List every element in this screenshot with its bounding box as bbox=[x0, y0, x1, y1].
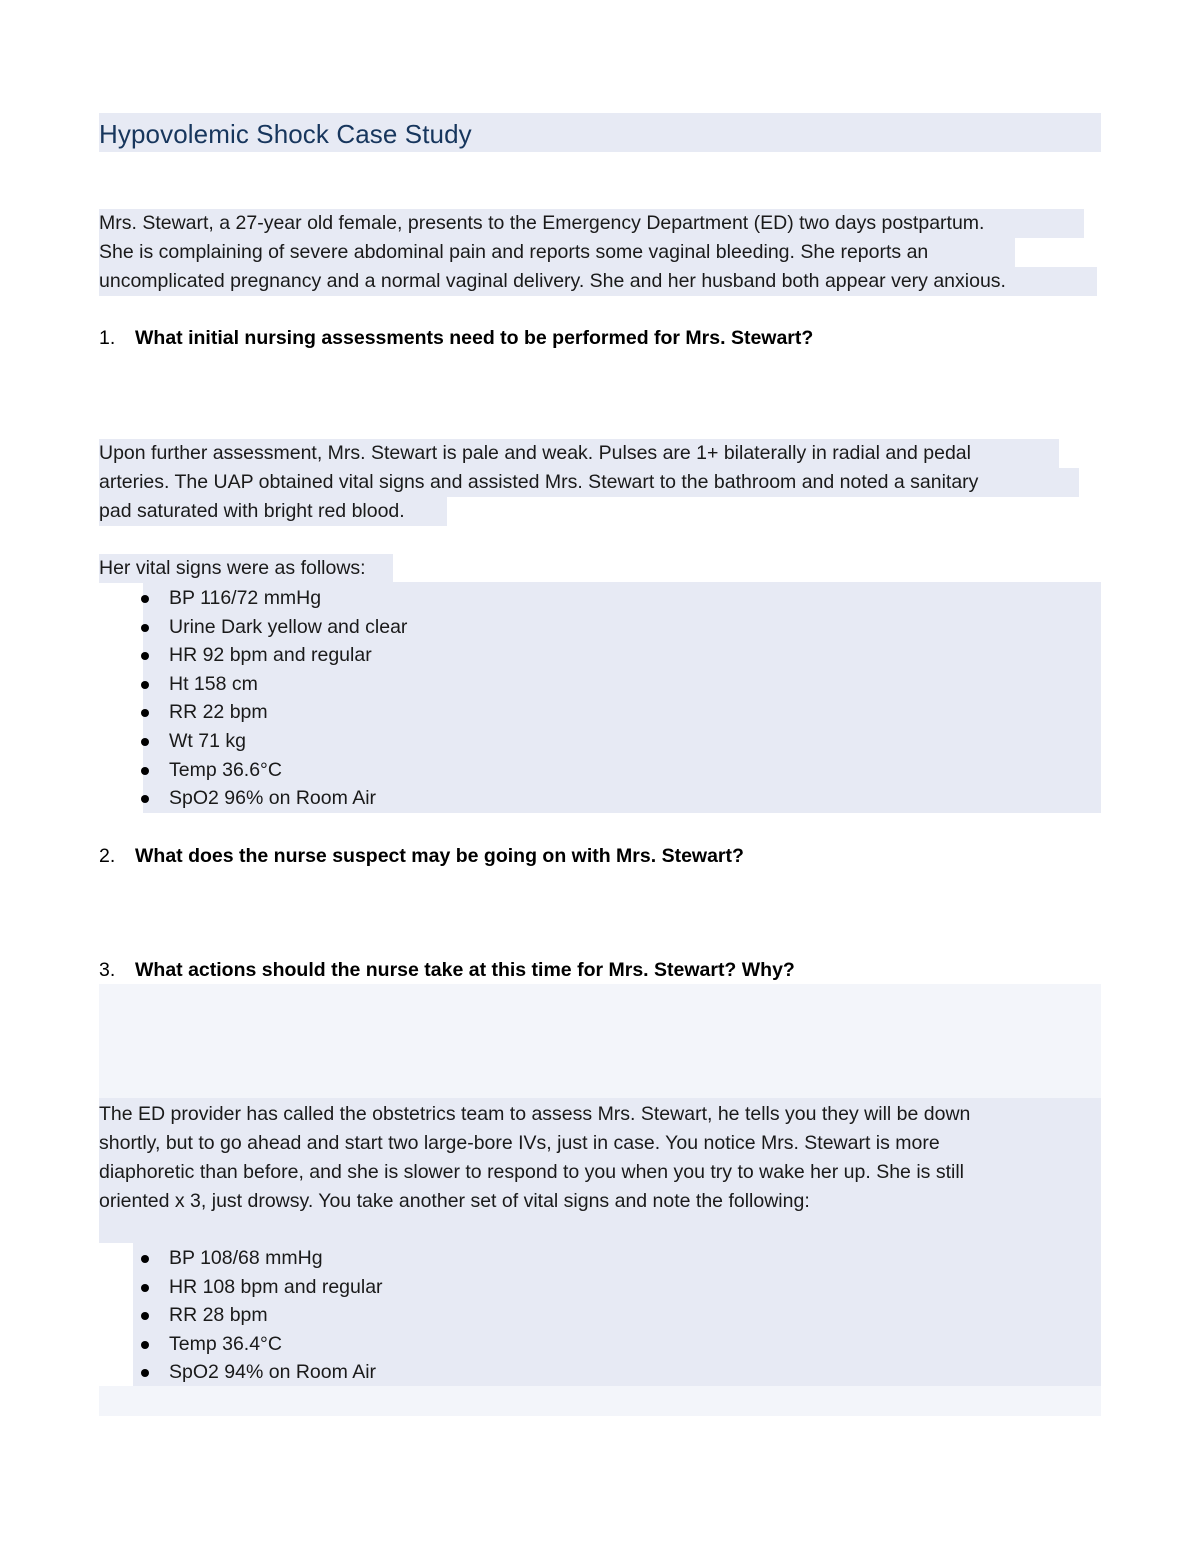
vital-text: Wt 71 kg bbox=[169, 729, 246, 752]
question-3 bbox=[99, 956, 795, 985]
vitals-intro-text: Her vital signs were as follows: bbox=[99, 557, 366, 579]
question-1 bbox=[99, 324, 813, 353]
vital-text: RR 22 bpm bbox=[169, 701, 268, 724]
assessment-line: arteries. The UAP obtained vital signs and assisted Mrs. Stewart to the bathroom and noted a sanitary bbox=[99, 471, 979, 493]
question-number: 2. bbox=[99, 845, 116, 867]
provider-note-line: The ED provider has called the obstetrics team to assess Mrs. Stewart, he tells you they will be down bbox=[99, 1103, 971, 1125]
list-item bbox=[133, 613, 407, 642]
bullet-icon bbox=[141, 1312, 149, 1320]
question-number: 1. bbox=[99, 327, 116, 349]
intro-line: Mrs. Stewart, a 27-year old female, presents to the Emergency Department (ED) two days postpartum. bbox=[99, 212, 985, 234]
vital-text: Ht 158 cm bbox=[169, 672, 258, 695]
assessment-line: pad saturated with bright red blood. bbox=[99, 500, 405, 522]
bullet-icon bbox=[141, 1284, 149, 1292]
bullet-icon bbox=[141, 624, 149, 632]
question-3-answer-area bbox=[99, 984, 1101, 1098]
vital-text: BP 116/72 mmHg bbox=[169, 587, 322, 609]
assessment-paragraph bbox=[99, 439, 1109, 526]
vital-text: Temp 36.6°C bbox=[169, 758, 282, 781]
vitals-list-2 bbox=[133, 1244, 383, 1387]
provider-note-line: shortly, but to go ahead and start two large-bore IVs, just in case. You notice Mrs. Stewart is more bbox=[99, 1132, 940, 1154]
intro-line: She is complaining of severe abdominal pain and reports some vaginal bleeding. She reports an bbox=[99, 241, 929, 263]
vital-text: BP 108/68 mmHg bbox=[169, 1247, 323, 1269]
vital-text: SpO2 94% on Room Air bbox=[169, 1361, 377, 1384]
list-item bbox=[133, 1358, 383, 1387]
bullet-icon bbox=[141, 795, 149, 803]
vital-text: Temp 36.4°C bbox=[169, 1332, 282, 1355]
bullet-icon bbox=[141, 595, 149, 603]
question-text: What actions should the nurse take at this time for Mrs. Stewart? Why? bbox=[135, 959, 795, 981]
page-title: Hypovolemic Shock Case Study bbox=[99, 119, 472, 149]
list-item bbox=[133, 1244, 383, 1273]
provider-note-line: diaphoretic than before, and she is slower to respond to you when you try to wake her up. She is still bbox=[99, 1161, 964, 1183]
question-2 bbox=[99, 842, 744, 871]
list-item bbox=[133, 727, 407, 756]
trailing-highlight bbox=[99, 1386, 1101, 1416]
list-item bbox=[133, 1273, 383, 1302]
bullet-icon bbox=[141, 709, 149, 717]
list-item bbox=[133, 1301, 383, 1330]
question-number: 3. bbox=[99, 959, 116, 981]
vitals-list-1 bbox=[133, 584, 407, 813]
vitals-intro bbox=[99, 554, 1109, 583]
bullet-icon bbox=[141, 738, 149, 746]
vital-text: HR 92 bpm and regular bbox=[169, 644, 372, 667]
list-item bbox=[133, 641, 407, 670]
bullet-icon bbox=[141, 1369, 149, 1377]
bullet-icon bbox=[141, 767, 149, 775]
list-item bbox=[133, 584, 407, 613]
bullet-icon bbox=[141, 1255, 149, 1263]
vital-text: Urine Dark yellow and clear bbox=[169, 615, 408, 638]
list-item bbox=[133, 784, 407, 813]
list-item bbox=[133, 670, 407, 699]
intro-paragraph bbox=[99, 209, 1109, 296]
intro-line: uncomplicated pregnancy and a normal vaginal delivery. She and her husband both appear very anxious. bbox=[99, 270, 1006, 292]
bullet-icon bbox=[141, 652, 149, 660]
assessment-line: Upon further assessment, Mrs. Stewart is pale and weak. Pulses are 1+ bilaterally in radial and pedal bbox=[99, 442, 971, 464]
vital-text: RR 28 bpm bbox=[169, 1304, 268, 1327]
vital-text: SpO2 96% on Room Air bbox=[169, 787, 377, 810]
list-item bbox=[133, 1330, 383, 1359]
provider-note-paragraph bbox=[99, 1100, 1109, 1216]
list-item bbox=[133, 698, 407, 727]
question-text: What initial nursing assessments need to be performed for Mrs. Stewart? bbox=[135, 327, 814, 349]
list-item bbox=[133, 756, 407, 785]
bullet-icon bbox=[141, 1341, 149, 1349]
question-text: What does the nurse suspect may be going on with Mrs. Stewart? bbox=[135, 845, 744, 867]
bullet-icon bbox=[141, 681, 149, 689]
provider-note-line: oriented x 3, just drowsy. You take another set of vital signs and note the following: bbox=[99, 1190, 810, 1212]
vital-text: HR 108 bpm and regular bbox=[169, 1275, 383, 1298]
